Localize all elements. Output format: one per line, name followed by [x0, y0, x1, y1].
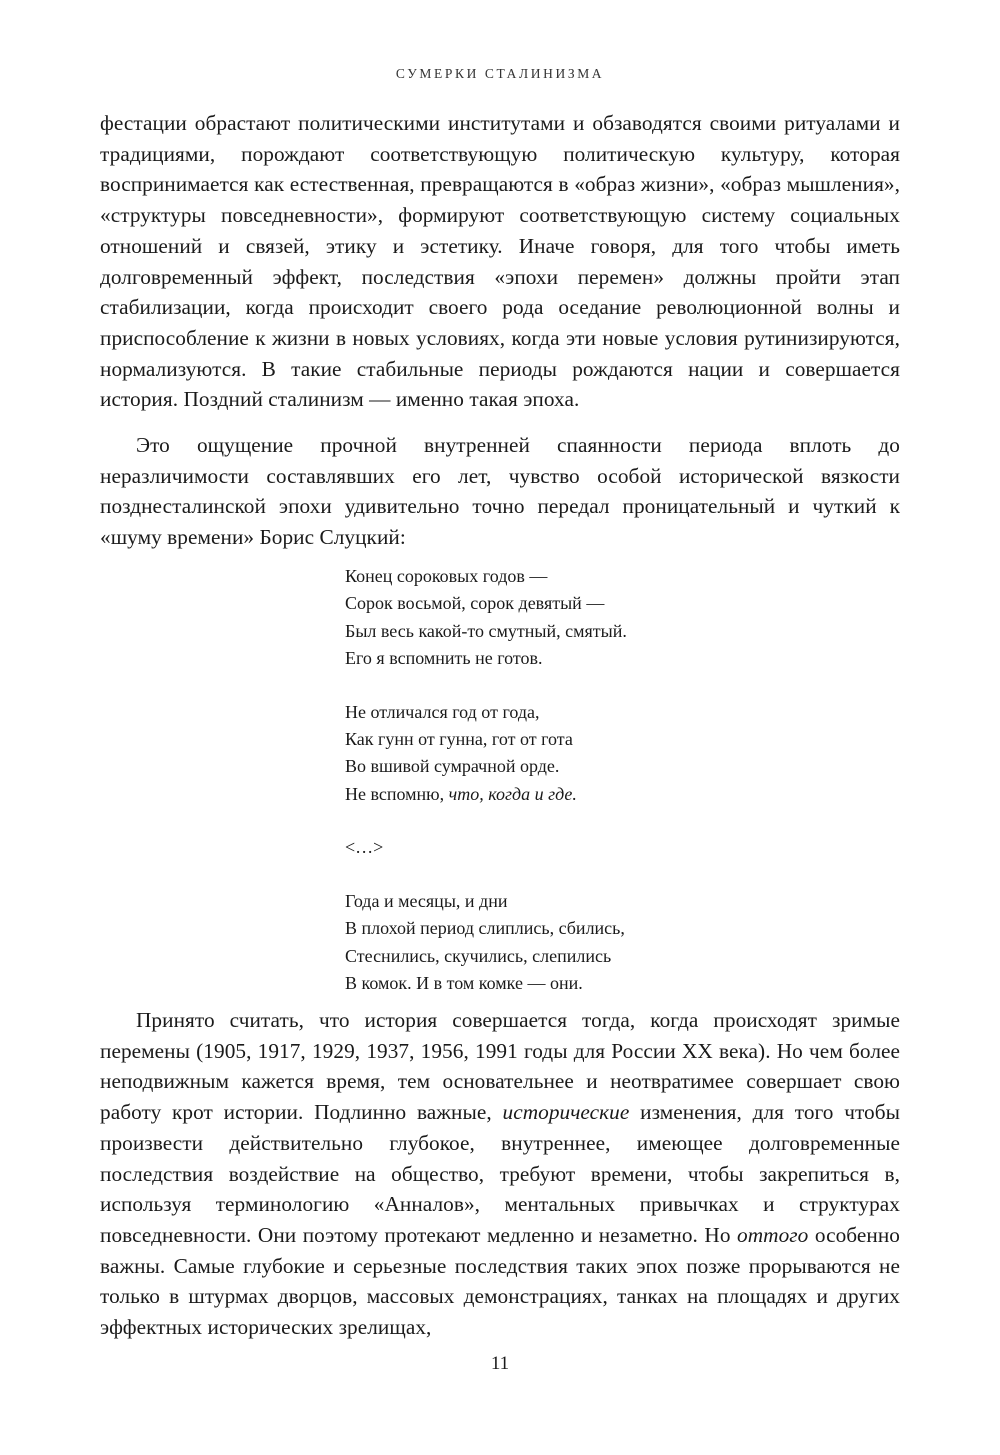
poem-line-mixed	[345, 781, 627, 808]
paragraph-2	[100, 430, 900, 553]
paragraph-1-text: фестации обрастают политическими институтами и обзаводятся своими ритуалами и традициями, порождают соответствующую политическую культуру, которая воспринимается как естественная, превращаются в «образ жизни», «образ мышления», «структуры повседневности», формируют соответствующую систему социальных отношений и связей, этику и эстетику. Иначе говоря, для того чтобы иметь долговременный эффект, последствия «эпохи перемен» должны пройти этап стабилизации, когда происходит своего рода оседание революционной волны и приспособление к жизни в новых условиях, когда эти новые условия рутинизируются, нормализуются. В такие стабильные периоды рождаются нации и совершается история. Поздний сталинизм — именно такая эпоха.	[100, 111, 900, 412]
poem-line: Во вшивой сумрачной орде.	[345, 756, 560, 777]
paragraph-3-text	[100, 1005, 900, 1343]
poem-line: Не отличался год от года,	[345, 701, 540, 722]
paragraph-2-text: Это ощущение прочной внутренней спаянности периода вплоть до неразличимости составлявших его лет, чувство особой исторической вязкости позднесталинской эпохи удивительно точно передал проницательный и чуткий к «шуму времени» Борис Слуцкий:	[100, 433, 900, 550]
poem-stanza-3	[345, 888, 627, 997]
poem-line-italic: что, когда и где.	[448, 783, 577, 804]
poem-line: Года и месяцы, и дни	[345, 891, 508, 912]
poem-line: Его я вспомнить не готов.	[345, 647, 543, 668]
poem-line: Был весь какой-то смутный, смятый.	[345, 620, 627, 641]
poem-quote	[345, 563, 627, 997]
poem-line: В плохой период слиплись, сбились,	[345, 918, 625, 939]
poem-line: В комок. И в том комке — они.	[345, 973, 583, 994]
paragraph-3	[100, 1005, 900, 1343]
paragraph-3-italic-1: исторические	[502, 1100, 630, 1125]
running-header: СУМЕРКИ СТАЛИНИЗМА	[395, 66, 605, 81]
poem-stanza-2	[345, 699, 627, 808]
paragraph-3-italic-2: оттого	[737, 1222, 809, 1247]
paragraph-1	[100, 108, 900, 415]
paragraph-3-part-1: Принято считать, что история совершается тогда, когда происходят зримые перемены (1905, 1917, 1929, 1937, 1956, 1991 годы для России XX века). Но чем более неподвижным кажется время, тем основательнее и неотвратимее совершает свою работу крот истории. Подлинно важные,	[100, 1008, 900, 1125]
poem-stanza-1	[345, 563, 627, 672]
poem-line: Стеснились, скучились, слепились	[345, 945, 612, 966]
poem-line-plain: Не вспомню,	[345, 783, 449, 804]
paragraph-3-part-3: особенно важны. Самые глубокие и серьезные последствия таких эпох позже прорываются не только в штурмах дворцов, массовых демонстрациях, танках на площадях и других эффектных исторических зрелищах,	[100, 1222, 900, 1340]
poem-line: Как гунн от гунна, гот от гота	[345, 728, 573, 749]
page-number: 11	[490, 1353, 510, 1374]
poem-omission: <…>	[345, 837, 384, 858]
poem-line: Сорок восьмой, сорок девятый —	[345, 593, 605, 614]
poem-line: Конец сороковых годов —	[345, 566, 548, 586]
paragraph-3-part-2: изменения, для того чтобы произвести действительно глубокое, внутреннее, имеющее долговременные последствия воздействие на общество, требуют времени, чтобы закрепиться в, используя терминологию «Анналов», ментальных привычках и структурах повседневности. Они поэтому протекают медленно и незаметно. Но	[100, 1100, 900, 1247]
